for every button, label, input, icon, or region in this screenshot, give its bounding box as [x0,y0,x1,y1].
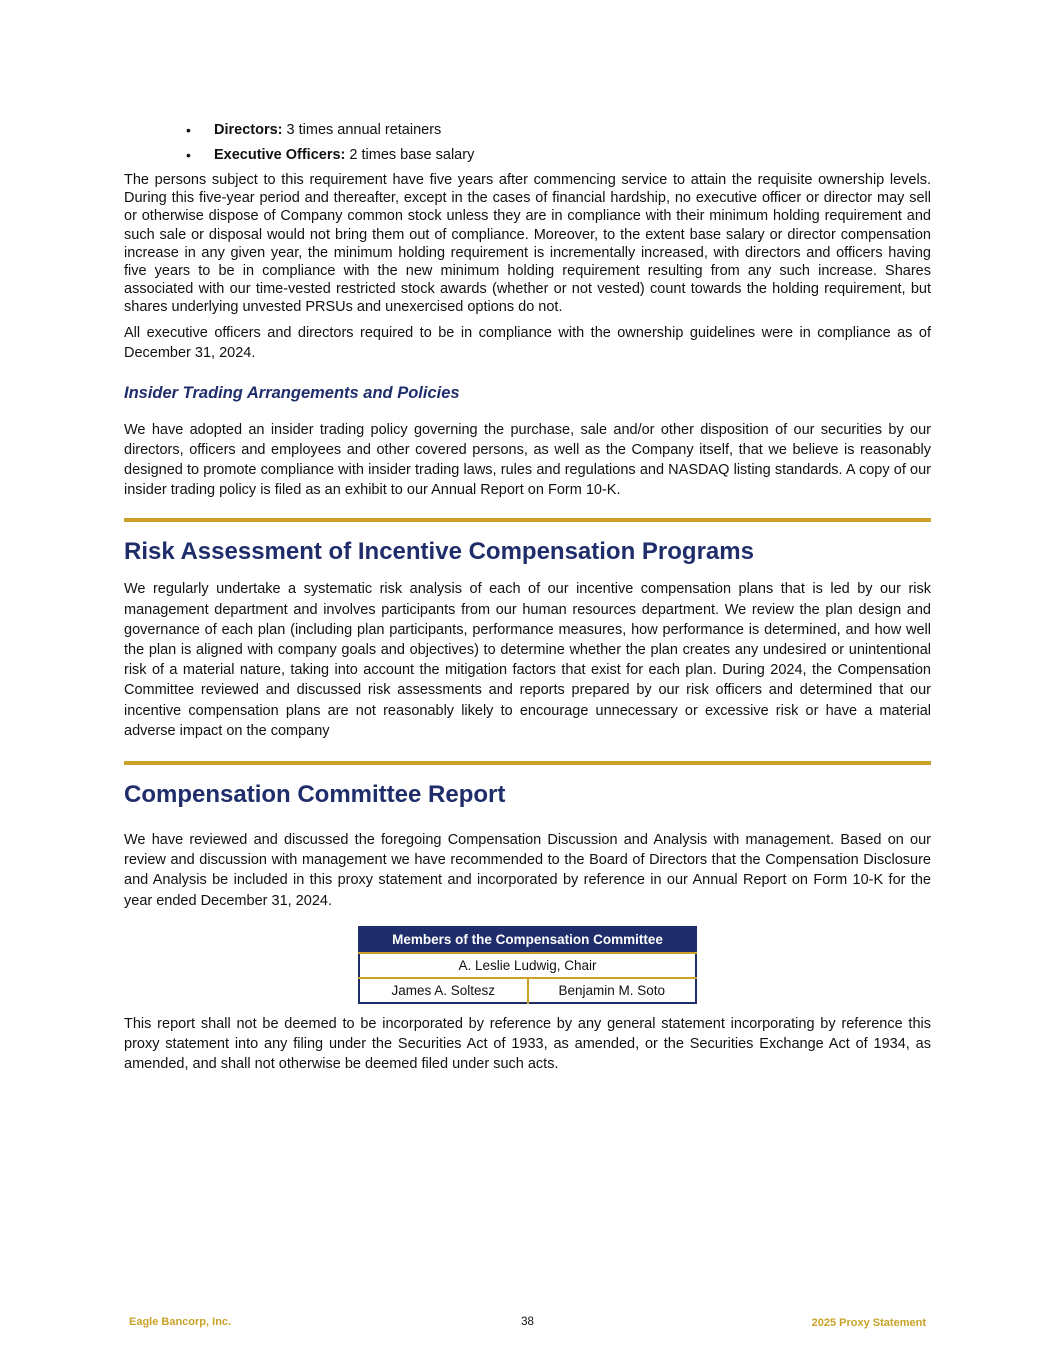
bullet-text: 3 times annual retainers [282,122,442,138]
ownership-requirement-paragraph: The persons subject to this requirement have five years after commencing service to attain the requisite ownership levels. During this five-year period and thereafter, except in the cases of financial hardship, no executive officer or director may sell or otherwise dispose of Company common stock unless they are in compliance with their minimum holding requirement and such sale or disposal would not bring them out of compliance. Moreover, to the extent base salary or director compensation increase in any given year, the minimum holding requirement is incrementally increased, with directors and officers having five years to be in compliance with the new minimum holding requirement resulting from any such increase. Shares associated with our time-vested restricted stock awards (whether or not vested) count towards the holding requirement, but shares underlying unvested PRSUs and unexercised options do not. [124,172,931,316]
footer-company: Eagle Bancorp, Inc. [129,1316,232,1328]
list-item [124,143,931,168]
committee-member: James A. Soltesz [359,978,528,1003]
bullet-label: Executive Officers: [214,147,346,163]
bullet-icon: • [186,147,191,163]
section-divider [124,518,931,522]
compliance-paragraph: All executive officers and directors required to be in compliance with the ownership guidelines were in compliance as of December 31, 2024. [124,324,931,361]
committee-report-heading: Compensation Committee Report [124,781,506,809]
committee-table-header: Members of the Compensation Committee [359,927,696,953]
section-divider [124,761,931,765]
insider-trading-heading: Insider Trading Arrangements and Policies [124,383,460,402]
committee-report-paragraph: We have reviewed and discussed the foregoing Compensation Discussion and Analysis with management. Based on our review and discussion with management we have recommended to the Board of Directors that the Compensation Disclosure and Analysis be included in this proxy statement and incorporated by reference in our Annual Report on Form 10-K for the year ended December 31, 2024. [124,832,931,909]
insider-trading-paragraph: We have adopted an insider trading policy governing the purchase, sale and/or other disposition of our securities by our directors, officers and employees and other covered persons, as well as the Company itself, that we believe is reasonably designed to promote compliance with insider trading laws, rules and regulations and NASDAQ listing standards. A copy of our insider trading policy is filed as an exhibit to our Annual Report on Form 10-K. [124,421,931,499]
bullet-label: Directors: [214,122,283,138]
list-item [124,118,931,143]
page-number: 38 [521,1316,534,1328]
incorporation-disclaimer-paragraph: This report shall not be deemed to be incorporated by reference by any general statement incorporating by reference this proxy statement into any filing under the Securities Act of 1933, as amended, or the Securities Exchange Act of 1934, as amended, and shall not otherwise be deemed filed under such acts. [124,1015,931,1073]
ownership-bullet-list [124,118,931,168]
risk-assessment-heading: Risk Assessment of Incentive Compensation Programs [124,538,754,566]
footer-document-title: 2025 Proxy Statement [811,1317,926,1329]
committee-members-table [358,926,697,1004]
committee-chair: A. Leslie Ludwig, Chair [359,953,696,978]
bullet-text: 2 times base salary [345,147,475,163]
risk-assessment-paragraph: We regularly undertake a systematic risk analysis of each of our incentive compensation plans that is led by our risk management department and involves participants from our human resources department. We review the plan design and governance of each plan (including plan participants, performance measures, how performance is determined, and how well the plan is aligned with company goals and objectives) to determine whether the plan creates any undesired or unintentional risk of a material nature, taking into account the mitigation factors that exist for each plan. During 2024, the Compensation Committee reviewed and discussed risk assessments and reports prepared by our risk officers and determined that our incentive compensation plans are not reasonably likely to encourage unnecessary or excessive risk or have a material adverse impact on the company [124,581,931,739]
committee-member: Benjamin M. Soto [558,982,666,998]
bullet-icon: • [186,122,191,138]
page-content [124,118,931,1074]
